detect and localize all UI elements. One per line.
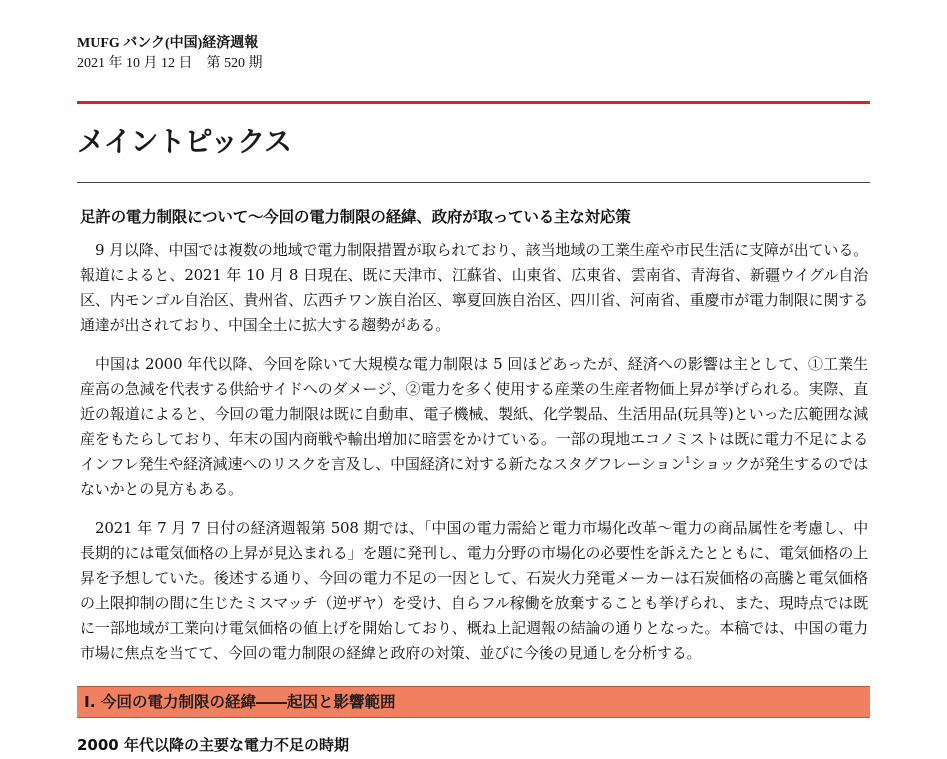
issue-date: 2021 年 10 月 12 日 第 520 期 — [77, 56, 263, 71]
section-heading: Ⅰ. 今回の電力制限の経緯――起因と影響範囲 — [84, 693, 396, 711]
paragraph-3: 2021 年 7 月 7 日付の経済週報第 508 期では、「中国の電力需給と電力市場化改革～電力の商品属性を考慮し、中長期的には電気価格の上昇が見込まれる」を題に発刊し、電力分野の市場化の必要性を訴えたとともに、電気価格の上昇を予想していた。後述する通り、今回の電力不足の一因として、石炭火力発電メーカーは石炭価格の高騰と電気価格の上限抑制の間に生じたミスマッチ（逆ザヤ）を受け、自らフル稼働を放棄することも挙げられ、また、現時点では既に一部地域が工業向け電気価格の値上げを開始しており、概ね上記週報の結論の通りとなった。本稿では、中国の電力市場に焦点を当てて、今回の電力制限の経緯と政府の対策、並びに今後の見通しを分析する。 — [80, 519, 868, 662]
paragraph-1: 9 月以降、中国では複数の地域で電力制限措置が取られており、該当地域の工業生産や市民生活に支障が出ている。報道によると、2021 年 10 月 8 日現在、既に天津市、江蘇省、山東省、広東省、雲南省、青海省、新疆ウイグル自治区、内モンゴル自治区、貴州省、広西チワン族自治区、寧夏回族自治区、四川省、河南省、重慶市が電力制限に関する通達が出されており、中国全土に拡大する趨勢がある。 — [80, 241, 868, 334]
article-heading: 足許の電力制限について～今回の電力制限の経緯、政府が取っている主な対応策 — [80, 208, 631, 226]
subsection-heading: 2000 年代以降の主要な電力不足の時期 — [77, 736, 349, 754]
header-red-divider — [77, 101, 870, 104]
page-title: メイントピックス — [77, 125, 292, 158]
article-body — [80, 238, 868, 680]
title-divider — [77, 182, 870, 183]
paragraph-2-text: 中国は 2000 年代以降、今回を除いて大規模な電力制限は 5 回ほどあったが、経済への影響は主として、①工業生産高の急減を代表する供給サイドへのダメージ、②電力を多く使用する産業の生産者物価上昇が挙げられる。実際、直近の報道によると、今回の電力制限は既に自動車、電子機械、製紙、化学製品、生活用品(玩具等)といった広範囲な減産をもたらしており、年末の国内商戦や輸出増加に暗雲をかけている。一部の現地エコノミストは既に電力不足によるインフレ発生や経済減速へのリスクを言及し、中国経済に対する新たなスタグフレーション — [80, 355, 868, 473]
publication-title: MUFG バンク(中国)経済週報 — [77, 36, 259, 51]
section-header-bar — [77, 686, 870, 718]
paragraph-2 — [80, 352, 868, 502]
footnote-marker[interactable]: 1 — [685, 456, 691, 466]
masthead — [77, 34, 857, 74]
paragraph-2-tail: ショックが発生するのではないかとの見方もある。 — [80, 455, 868, 498]
